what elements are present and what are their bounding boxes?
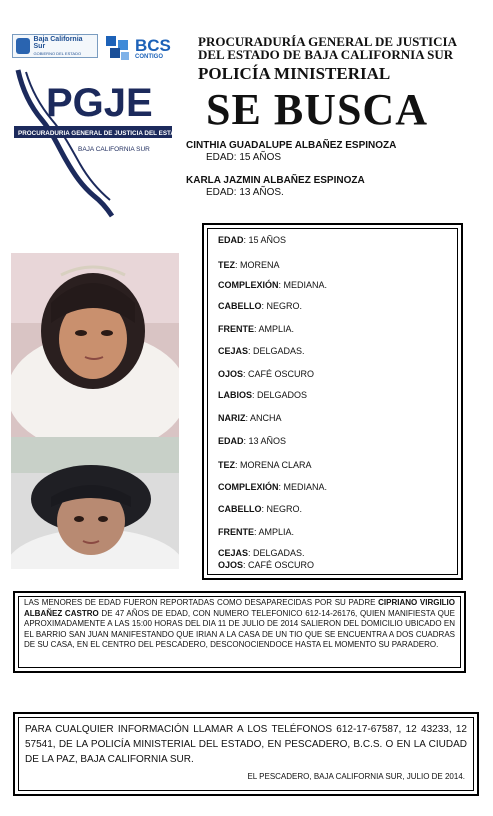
narrative-part-1: LAS MENORES DE EDAD FUERON REPORTADAS COMO DESAPARECIDAS POR SU PADRE	[24, 598, 379, 607]
detail-row	[218, 301, 302, 311]
detail-label: CEJAS	[218, 346, 249, 356]
pgje-sub: BAJA CALIFORNIA SUR	[78, 146, 150, 153]
bcs-logo-text: BCS	[135, 35, 171, 55]
detail-label: TEZ	[218, 460, 235, 470]
state-map-icon	[16, 38, 30, 54]
detail-label: FRENTE	[218, 527, 254, 537]
pgje-emblem	[12, 68, 187, 218]
detail-row	[218, 280, 327, 290]
state-government-logo	[12, 34, 98, 58]
detail-value: : CAFÉ OSCURO	[243, 369, 315, 379]
detail-value: : MORENA CLARA	[235, 460, 312, 470]
narrative-part-2: DE 47 AÑOS DE EDAD, CON NUMERO TELEFONICO 612-14-26176, QUIEN MANIFIESTA QUE APROXIMADAMENTE A LAS 15:00 HORAS DEL DIA 11 DE JULIO DE 2014 SALIERON DEL DOMICILIO UBICADO EN EL BARRIO SAN JUAN MANIFESTANDO QUE IRIAN A LA CASA DE UN TIO QUE SE ENCUENTRA A DOS CUADRAS DE SU CASA, EN EL CENTRO DEL PESCADERO, DESCONOCIENDOCE HASTA EL MOMENTO SU PARADERO.	[24, 608, 456, 649]
father-name: CIPRIANO VIRGILIO ALBAÑEZ CASTRO	[24, 598, 455, 618]
pgje-title: PGJE	[46, 81, 153, 125]
person-1-name: CINTHIA GUADALUPE ALBAÑEZ ESPINOZA	[186, 140, 397, 151]
detail-label: FRENTE	[218, 324, 254, 334]
detail-label: CABELLO	[218, 301, 262, 311]
bcs-cube-icon	[104, 34, 132, 62]
detail-label: OJOS	[218, 560, 244, 570]
detail-label: EDAD	[218, 436, 244, 446]
detail-row	[218, 324, 294, 334]
detail-value: : AMPLIA.	[254, 324, 295, 334]
detail-label: OJOS	[218, 369, 244, 379]
person-2-age: EDAD: 13 AÑOS.	[206, 187, 284, 198]
narrative-text	[18, 596, 461, 668]
detail-row	[218, 235, 286, 245]
detail-row	[218, 390, 307, 400]
pgje-band-text: PROCURADURIA GENERAL DE JUSTICIA DEL ESTADO	[18, 130, 185, 137]
detail-value: : AMPLIA.	[254, 527, 295, 537]
agency-line-1: PROCURADURÍA GENERAL DE JUSTICIA	[198, 34, 457, 49]
detail-value: : NEGRO.	[261, 301, 303, 311]
detail-value: : DELGADAS.	[248, 548, 305, 558]
detail-row	[218, 413, 282, 423]
detail-row	[218, 260, 280, 270]
detail-label: EDAD	[218, 235, 244, 245]
detail-value: : DELGADAS.	[248, 346, 305, 356]
detail-value: : DELGADOS	[252, 390, 308, 400]
bcs-contigo-logo	[104, 33, 186, 63]
detail-row	[218, 436, 286, 446]
person-1-age: EDAD: 15 AÑOS	[206, 152, 282, 163]
detail-row	[218, 460, 312, 470]
detail-label: COMPLEXIÓN	[218, 280, 279, 290]
detail-row	[218, 548, 305, 558]
place-date: EL PESCADERO, BAJA CALIFORNIA SUR, JULIO DE 2014.	[247, 772, 465, 781]
physical-description-box	[202, 223, 463, 580]
detail-value: : NEGRO.	[261, 504, 303, 514]
detail-value: : MEDIANA.	[278, 280, 328, 290]
state-logo-text: Baja California Sur	[33, 35, 83, 50]
photo-karla	[11, 437, 179, 569]
agency-name	[198, 35, 457, 61]
detail-row	[218, 504, 302, 514]
detail-value: : 13 AÑOS	[243, 436, 287, 446]
detail-value: : MEDIANA.	[278, 482, 328, 492]
detail-label: COMPLEXIÓN	[218, 482, 279, 492]
narrative-box	[13, 591, 466, 673]
detail-row	[218, 527, 294, 537]
headline: SE BUSCA	[206, 85, 428, 134]
detail-value: : MORENA	[235, 260, 280, 270]
detail-label: CEJAS	[218, 548, 249, 558]
detail-value: : 15 AÑOS	[243, 235, 287, 245]
bcs-logo-sub: CONTIGO	[135, 53, 163, 60]
detail-label: TEZ	[218, 260, 235, 270]
agency-line-2: DEL ESTADO DE BAJA CALIFORNIA SUR	[198, 47, 454, 62]
division-title: POLICÍA MINISTERIAL	[198, 64, 391, 83]
detail-row	[218, 369, 314, 379]
detail-value: : ANCHA	[245, 413, 282, 423]
physical-description-inner	[207, 228, 458, 575]
detail-label: NARIZ	[218, 413, 246, 423]
detail-row	[218, 560, 314, 570]
contact-text: PARA CUALQUIER INFORMACIÓN LLAMAR A LOS TELÉFONOS 612-17-67587, 12 43233, 12 57541, DE LA POLICÍA MINISTERIAL DEL ESTADO, EN PESCADERO, B.C.S. O EN LA CIUDAD DE LA PAZ, BAJA CALIFORNIA SUR.	[25, 724, 467, 765]
state-logo-sub: GOBIERNO DEL ESTADO	[33, 50, 82, 56]
detail-label: CABELLO	[218, 504, 262, 514]
detail-label: LABIOS	[218, 390, 253, 400]
person-2-name: KARLA JAZMIN ALBAÑEZ ESPINOZA	[186, 175, 365, 186]
detail-row	[218, 346, 305, 356]
contact-box	[13, 712, 479, 796]
photo-cinthia	[11, 253, 179, 437]
detail-row	[218, 482, 327, 492]
detail-value: : CAFÉ OSCURO	[243, 560, 315, 570]
